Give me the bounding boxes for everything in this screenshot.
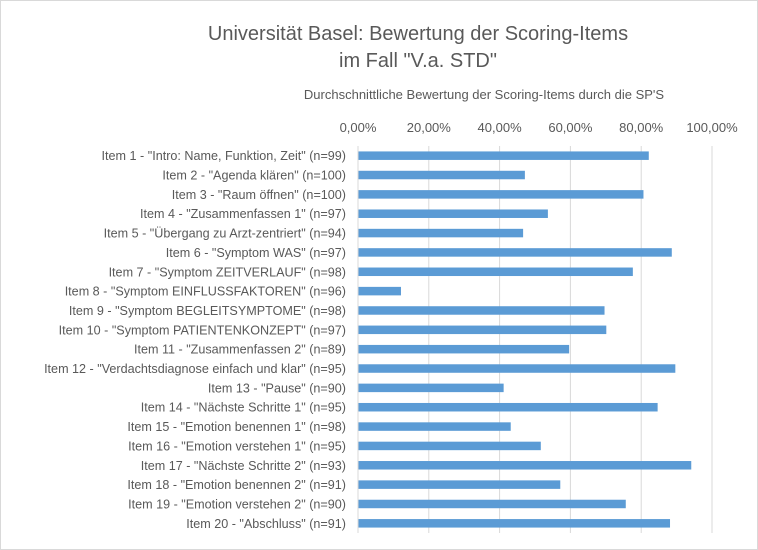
bar — [359, 306, 605, 315]
category-label: Item 6 - "Symptom WAS" (n=97) — [165, 245, 346, 260]
bar — [359, 229, 524, 238]
bar — [359, 190, 644, 199]
x-tick-label: 100,00% — [686, 120, 738, 135]
category-label: Item 17 - "Nächste Schritte 2" (n=93) — [140, 458, 346, 473]
bar — [359, 442, 541, 451]
bar — [359, 248, 672, 256]
category-label: Item 5 - "Übergang zu Arzt-zentriert" (n=94) — [103, 226, 346, 241]
bar — [359, 151, 649, 160]
category-label: Item 7 - "Symptom ZEITVERLAUF" (n=98) — [108, 265, 346, 280]
x-tick-label: 40,00% — [477, 120, 522, 135]
category-label: Item 2 - "Agenda klären" (n=100) — [162, 168, 346, 183]
bar — [359, 461, 692, 470]
category-label: Item 20 - "Abschluss" (n=91) — [186, 516, 346, 531]
x-tick-label: 60,00% — [548, 120, 593, 135]
bar — [359, 384, 504, 393]
category-label: Item 12 - "Verdachtsdiagnose einfach und klar" (n=95) — [44, 362, 346, 377]
category-label: Item 9 - "Symptom BEGLEITSYMPTOME" (n=98) — [68, 303, 346, 318]
bar — [359, 287, 401, 296]
x-tick-label: 0,00% — [339, 120, 377, 135]
bar — [359, 171, 525, 180]
category-label: Item 16 - "Emotion verstehen 1" (n=95) — [128, 439, 346, 454]
category-label: Item 8 - "Symptom EINFLUSSFAKTOREN" (n=96) — [64, 284, 346, 299]
chart-title-line-1: Universität Basel: Bewertung der Scoring-Items — [207, 23, 629, 45]
bar — [359, 519, 671, 528]
bar — [359, 422, 511, 431]
x-tick-label: 80,00% — [619, 120, 664, 135]
x-axis-title: Durchschnittliche Bewertung der Scoring-Items durch die SP'S — [303, 87, 665, 102]
bar — [359, 364, 676, 373]
category-label: Item 18 - "Emotion benennen 2" (n=91) — [127, 478, 346, 493]
category-label: Item 1 - "Intro: Name, Funktion, Zeit" (n=99) — [101, 149, 346, 164]
bar — [359, 268, 633, 277]
chart-title-line-2: im Fall "V.a. STD" — [339, 50, 497, 72]
category-label: Item 19 - "Emotion verstehen 2" (n=90) — [128, 497, 346, 512]
category-label: Item 10 - "Symptom PATIENTENKONZEPT" (n=97) — [58, 323, 346, 338]
category-label: Item 13 - "Pause" (n=90) — [207, 381, 346, 396]
bar — [359, 403, 658, 412]
bar — [359, 480, 561, 489]
category-label: Item 14 - "Nächste Schritte 1" (n=95) — [140, 400, 346, 415]
category-label: Item 3 - "Raum öffnen" (n=100) — [171, 187, 346, 202]
bar — [359, 209, 548, 218]
category-label: Item 11 - "Zusammenfassen 2" (n=89) — [133, 342, 346, 357]
category-label: Item 4 - "Zusammenfassen 1" (n=97) — [140, 207, 346, 222]
category-label: Item 15 - "Emotion benennen 1" (n=98) — [127, 420, 346, 435]
bar — [359, 326, 607, 335]
bar — [359, 500, 626, 509]
bar — [359, 345, 570, 354]
bar-plot — [1, 1, 757, 549]
x-tick-label: 20,00% — [406, 120, 451, 135]
